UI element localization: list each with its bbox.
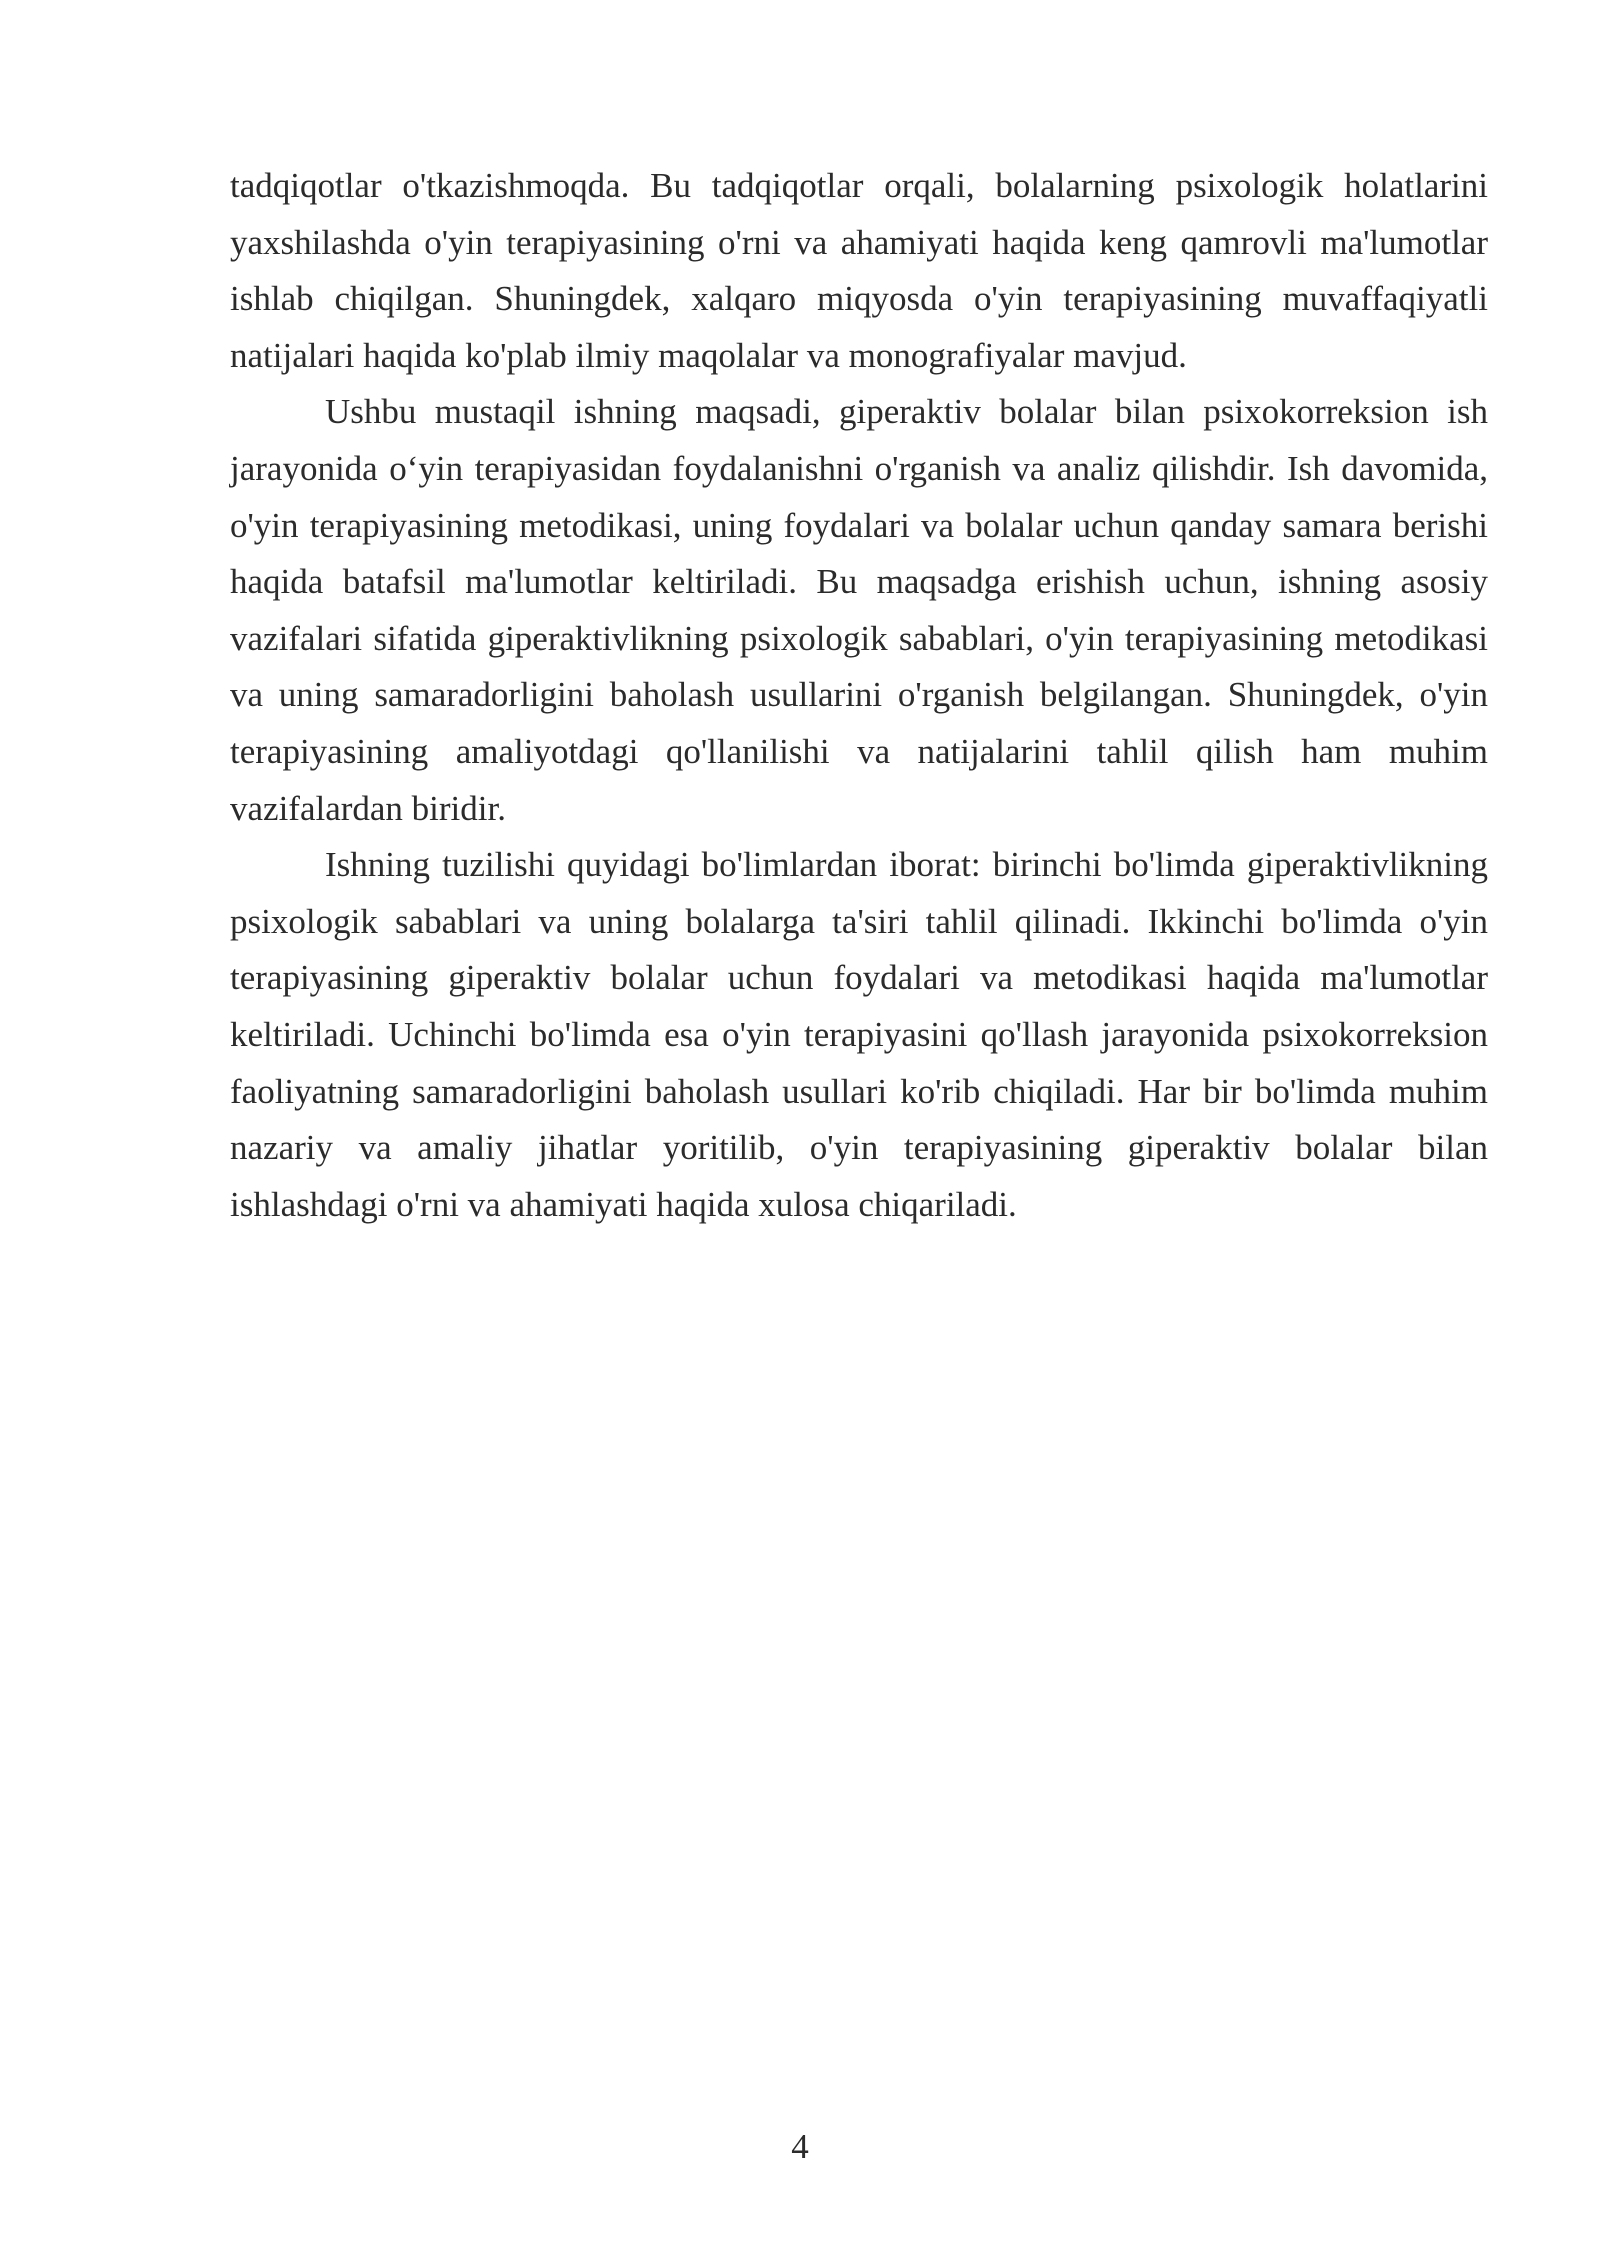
page-number: 4 <box>791 2127 809 2166</box>
paragraph-purpose: Ushbu mustaqil ishning maqsadi, giperaktiv bolalar bilan psixokorreksion ish jarayonida o‘yin terapiyasidan foydalanishni o'rganish va analiz qilishdir. Ish davomida, o'yin terapiyasining metodikasi, uning foydalari va bolalar uchun qanday samara berishi haqida batafsil ma'lumotlar keltiriladi. Bu maqsadga erishish uchun, ishning asosiy vazifalari sifatida giperaktivlikning psixologik sabablari, o'yin terapiyasining metodikasi va uning samaradorligini baholash usullarini o'rganish belgilangan. Shuningdek, o'yin terapiyasining amaliyotdagi qo'llanilishi va natijalarini tahlil qilish ham muhim vazifalardan biridir. <box>230 392 1488 828</box>
paragraph-structure: Ishning tuzilishi quyidagi bo'limlardan iborat: birinchi bo'limda giperaktivlikning psixologik sabablari va uning bolalarga ta'siri tahlil qilinadi. Ikkinchi bo'limda o'yin terapiyasining giperaktiv bolalar uchun foydalari va metodikasi haqida ma'lumotlar keltiriladi. Uchinchi bo'limda esa o'yin terapiyasini qo'llash jarayonida psixokorreksion faoliyatning samaradorligini baholash usullari ko'rib chiqiladi. Har bir bo'limda muhim nazariy va amaliy jihatlar yoritilib, o'yin terapiyasining giperaktiv bolalar bilan ishlashdagi o'rni va ahamiyati haqida xulosa chiqariladi. <box>230 845 1488 1224</box>
body-text <box>230 158 1488 1233</box>
paragraph-continuation: tadqiqotlar o'tkazishmoqda. Bu tadqiqotlar orqali, bolalarning psixologik holatlarini yaxshilashda o'yin terapiyasining o'rni va ahamiyati haqida keng qamrovli ma'lumotlar ishlab chiqilgan. Shuningdek, xalqaro miqyosda o'yin terapiyasining muvaffaqiyatli natijalari haqida ko'plab ilmiy maqolalar va monografiyalar mavjud. <box>230 166 1488 375</box>
